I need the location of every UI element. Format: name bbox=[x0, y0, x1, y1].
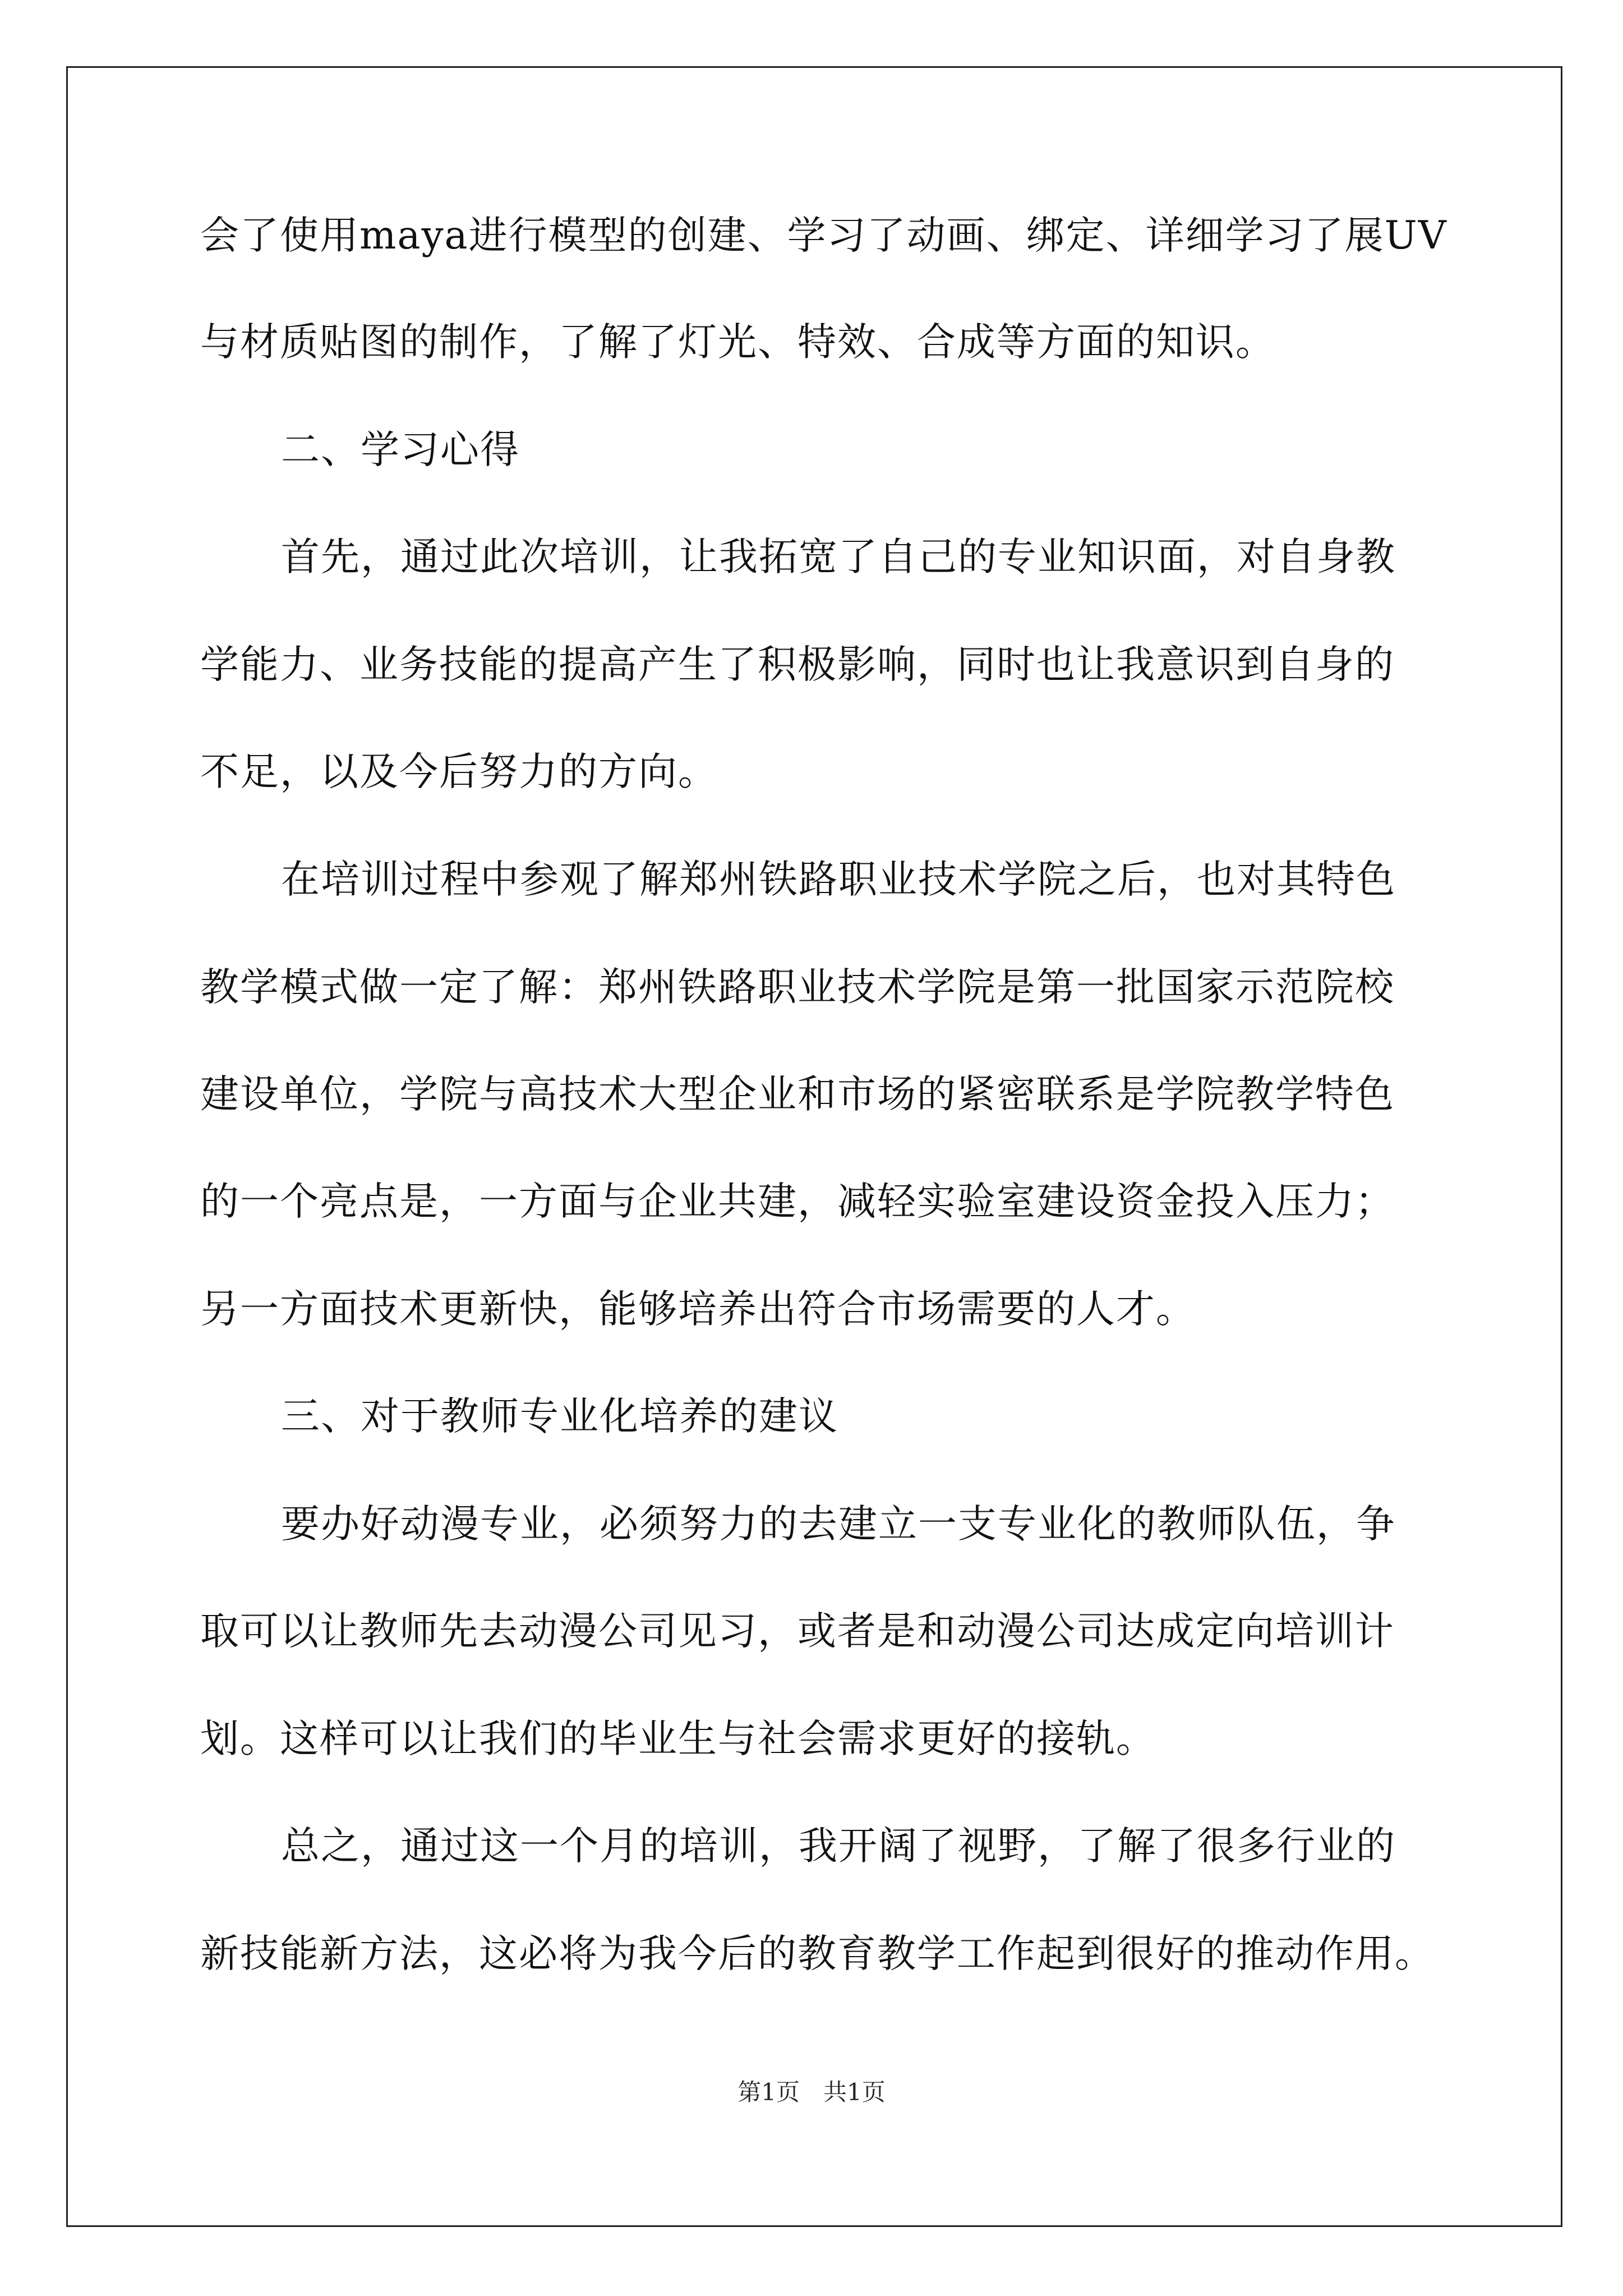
text-line: 教学模式做一定了解：郑州铁路职业技术学院是第一批国家示范院校 bbox=[200, 965, 1395, 1010]
page-border bbox=[66, 66, 1562, 2227]
text-line: 建设单位，学院与高技术大型企业和市场的紧密联系是学院教学特色 bbox=[200, 1072, 1395, 1117]
text-line: 要办好动漫专业，必须努力的去建立一支专业化的教师队伍，争 bbox=[281, 1502, 1396, 1547]
section-heading: 二、学习心得 bbox=[281, 427, 520, 472]
page-number: 第1页 共1页 bbox=[737, 2078, 886, 2106]
text-line: 在培训过程中参观了解郑州铁路职业技术学院之后，也对其特色 bbox=[281, 857, 1396, 902]
text-line: 学能力、业务技能的提高产生了积极影响，同时也让我意识到自身的 bbox=[200, 642, 1395, 687]
text-line: 与材质贴图的制作，了解了灯光、特效、合成等方面的知识。 bbox=[200, 320, 1275, 365]
text-line: 取可以让教师先去动漫公司见习，或者是和动漫公司达成定向培训计 bbox=[200, 1609, 1395, 1654]
section-heading: 三、对于教师专业化培养的建议 bbox=[281, 1394, 838, 1439]
text-line: 首先，通过此次培训，让我拓宽了自己的专业知识面，对自身教 bbox=[281, 535, 1396, 579]
text-line: 的一个亮点是，一方面与企业共建，减轻实验室建设资金投入压力； bbox=[200, 1179, 1395, 1224]
text-line: 不足，以及今后努力的方向。 bbox=[200, 749, 718, 794]
text-line: 划。这样可以让我们的毕业生与社会需求更好的接轨。 bbox=[200, 1717, 1156, 1761]
text-line: 另一方面技术更新快，能够培养出符合市场需要的人才。 bbox=[200, 1287, 1196, 1332]
text-line: 总之，通过这一个月的培训，我开阔了视野，了解了很多行业的 bbox=[281, 1824, 1396, 1869]
text-line: 会了使用maya进行模型的创建、学习了动画、绑定、详细学习了展UV bbox=[200, 213, 1447, 258]
text-line: 新技能新方法，这必将为我今后的教育教学工作起到很好的推动作用。 bbox=[200, 1931, 1435, 1976]
